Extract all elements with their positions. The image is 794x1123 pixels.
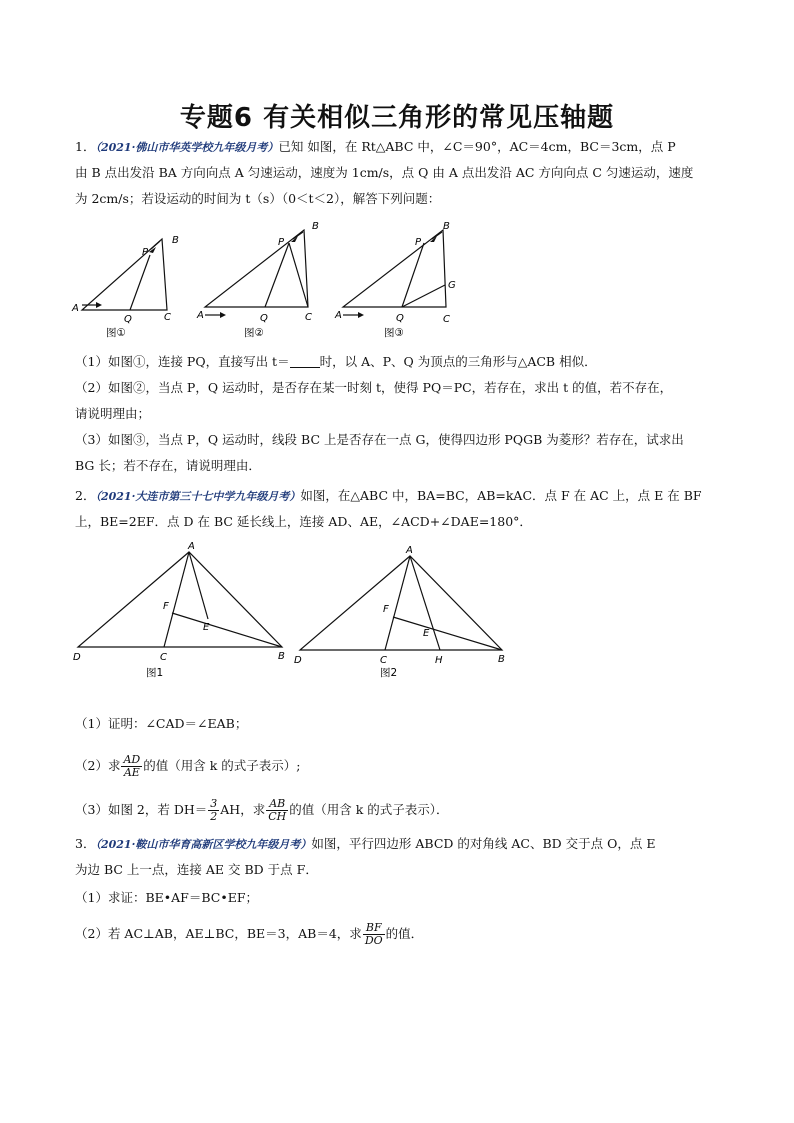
q2-figure-2: [300, 556, 502, 650]
q2-fig1-label-d: D: [73, 652, 81, 663]
q1-part-1: [75, 354, 725, 370]
q1-fig3-label-p: P: [415, 237, 422, 248]
q3-fraction-numerator: BF: [363, 922, 385, 935]
q2-part-3-a: （3）如图 2，若 DH＝: [75, 802, 208, 817]
q2-fig2-label-c: C: [380, 655, 387, 666]
q2-fig1-label-a: A: [188, 541, 195, 552]
q1-fig3-label-a: A: [335, 310, 342, 321]
q2-fig2-label-e: E: [423, 628, 430, 639]
page-title: 专题6 有关相似三角形的常见压轴题: [179, 103, 615, 133]
q1-part-2-line-2: 请说明理由；: [75, 406, 151, 421]
q2-fig2-label-b: B: [498, 654, 505, 665]
q2-fraction-numerator: AD: [123, 753, 141, 766]
q1-fig3-arrowhead-a: [358, 312, 364, 318]
q1-fig1-label-b: B: [172, 235, 179, 246]
q2-number: 2．: [75, 488, 96, 503]
q1-fig2-label-c: C: [305, 312, 312, 323]
q2-fraction-3-denominator: 2: [210, 810, 218, 823]
q3-part-2-b: 的值．: [385, 926, 424, 941]
q2-fig2-caption: 图2: [380, 667, 398, 679]
q2-part-1: （1）证明：∠CAD＝∠EAB；: [75, 716, 248, 731]
q2-fraction-ad-ae: [121, 754, 142, 779]
q1-intro-1: 已知 如图，在 Rt△ABC 中，∠C＝90°，AC＝4cm，BC＝3cm，点 P: [278, 139, 676, 154]
q1-fig1-caption: 图①: [106, 327, 126, 339]
q1-fig2-caption: 图②: [244, 327, 264, 339]
q1-fig2-label-b: B: [312, 221, 319, 232]
q2-part-3: [75, 798, 725, 823]
q1-number: 1．: [75, 139, 96, 154]
q2-intro-1: 如图，在△ABC 中，BA=BC，AB=kAC．点 F 在 AC 上，点 E 在 BF: [300, 488, 702, 503]
q2-fig2-label-a: A: [406, 545, 413, 556]
q3-intro-1: 如图，平行四边形 ABCD 的对角线 AC、BD 交于点 O，点 E: [311, 836, 656, 851]
q2-part-3-b: AH，求: [220, 802, 266, 817]
q2-fig1-label-b: B: [278, 651, 285, 662]
q1-part-1-b: 时，以 A、P、Q 为顶点的三角形与△ACB 相似．: [319, 354, 597, 369]
q1-intro-line-3: 为 2cm/s；若设运动的时间为 t（s）（0＜t＜2），解答下列问题：: [75, 191, 441, 206]
q2-fraction-three-halves: [208, 798, 219, 823]
q1-part-3-line-2: BG 长；若不存在，请说明理由．: [75, 458, 261, 473]
q2-intro-line-2: 上，BE=2EF．点 D 在 BC 延长线上，连接 AD、AE，∠ACD+∠DAE=180°．: [75, 514, 532, 529]
q1-fig1-label-a: A: [72, 303, 79, 314]
q2-fraction-ab-ch: [266, 798, 288, 823]
q1-intro-line-2: 由 B 点出发沿 BA 方向向点 A 匀速运动，速度为 1cm/s，点 Q 由 A 点出发沿 AC 方向向点 C 匀速运动，速度: [75, 165, 694, 180]
q1-fig1-arrowhead-a: [96, 302, 102, 308]
q1-fig1-label-c: C: [164, 312, 171, 323]
q1-source: （2021·佛山市华英学校九年级月考）: [95, 141, 279, 154]
q2-fig1-label-f: F: [163, 601, 169, 612]
q1-fig3-label-c: C: [443, 314, 450, 325]
q2-fig1-label-c: C: [160, 652, 167, 663]
q2-fig2-label-f: F: [383, 604, 389, 615]
q1-figure-2: [205, 230, 308, 315]
q1-figure-3: [343, 230, 446, 315]
q2-figures: [60, 537, 530, 687]
q2-intro-line-1: [75, 488, 725, 505]
q1-fig2-label-p: P: [278, 237, 285, 248]
q2-fig2-label-h: H: [435, 655, 443, 666]
q3-source: （2021·鞍山市华育高新区学校九年级月考）: [95, 838, 312, 851]
q1-part-2-line-1: （2）如图②，当点 P，Q 运动时，是否存在某一时刻 t，使得 PQ＝PC，若存在，求出 t 的值，若不存在，: [75, 380, 673, 395]
q3-fraction-bf-do: [363, 922, 385, 947]
q2-fig2-label-d: D: [294, 655, 302, 666]
q2-part-2: [75, 754, 725, 779]
q1-fig2-arrowhead-a: [220, 312, 226, 318]
q2-part-2-a: （2）求: [75, 758, 121, 773]
q1-answer-blank[interactable]: [290, 355, 320, 368]
q1-intro-line-1: [75, 139, 725, 156]
q1-fig1-label-p: P: [142, 247, 149, 258]
q1-part-1-a: （1）如图①，连接 PQ，直接写出 t＝: [75, 354, 290, 369]
q2-part-2-b: 的值（用含 k 的式子表示）;: [143, 758, 301, 773]
q2-source: （2021·大连市第三十七中学九年级月考）: [95, 490, 301, 503]
q2-part-3-c: 的值（用含 k 的式子表示）．: [289, 802, 449, 817]
q2-fig1-caption: 图1: [146, 667, 164, 679]
q1-figures: [60, 215, 480, 345]
q2-fraction-3-numerator: 3: [210, 797, 218, 810]
q1-fig3-label-q: Q: [396, 313, 404, 324]
q3-part-2-a: （2）若 AC⊥AB，AE⊥BC，BE＝3，AB＝4，求: [75, 926, 362, 941]
q1-fig2-label-a: A: [197, 310, 204, 321]
q3-intro-line-1: [75, 836, 725, 853]
q3-intro-line-2: 为边 BC 上一点，连接 AE 交 BD 于点 F．: [75, 862, 318, 877]
q2-fraction-denominator: AE: [123, 766, 140, 779]
q3-number: 3．: [75, 836, 96, 851]
q2-fraction-ch-denominator: CH: [268, 810, 287, 823]
q2-fig1-label-e: E: [203, 622, 210, 633]
q3-part-2: [75, 922, 725, 947]
q1-fig3-label-b: B: [443, 221, 450, 232]
q2-fraction-ab-numerator: AB: [266, 798, 288, 811]
q1-part-3-line-1: （3）如图③，当点 P，Q 运动时，线段 BC 上是否存在一点 G，使得四边形 PQGB 为菱形？若存在，试求出: [75, 432, 684, 447]
q2-figure-1: [78, 552, 282, 647]
q3-part-1: （1）求证：BE•AF＝BC•EF；: [75, 890, 258, 905]
q1-fig3-caption: 图③: [384, 327, 404, 339]
q1-fig2-label-q: Q: [260, 313, 268, 324]
q1-fig1-label-q: Q: [124, 314, 132, 325]
q3-fraction-denominator: DO: [364, 934, 383, 947]
q1-fig3-label-g: G: [448, 280, 456, 291]
